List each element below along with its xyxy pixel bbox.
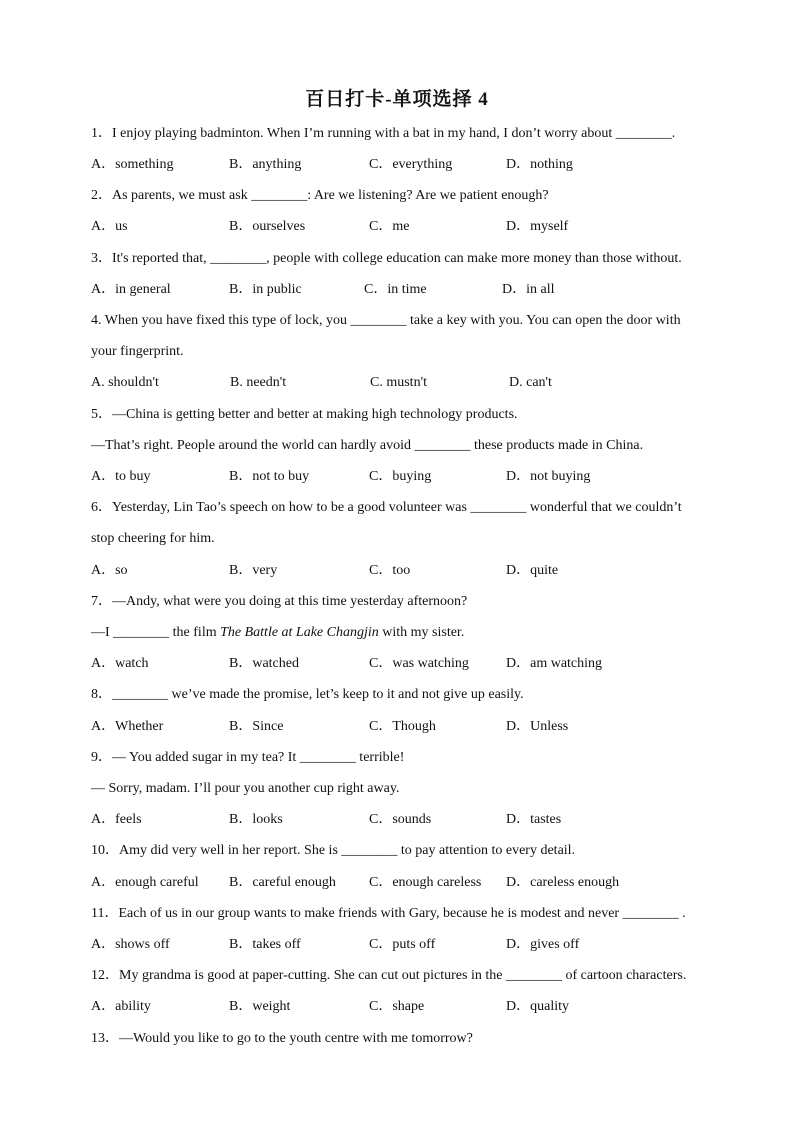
option-d: D．nothing: [506, 157, 573, 172]
option-a: A．watch: [91, 656, 149, 671]
option-c: C．buying: [369, 469, 432, 484]
option-c: C．shape: [369, 999, 425, 1014]
option-d: D．gives off: [506, 937, 580, 952]
question-6-text: 6．Yesterday, Lin Tao’s speech on how to be a good volunteer was ________ wonderful that we couldn’t: [91, 500, 682, 515]
option-a: A．Whether: [91, 719, 164, 734]
question-7-text: 7．—Andy, what were you doing at this time yesterday afternoon?: [91, 594, 468, 609]
option-b: B．very: [229, 563, 278, 578]
question-5-text: 5．—China is getting better and better at making high technology products.: [91, 407, 518, 422]
option-b: B．in public: [229, 282, 302, 297]
option-b: B. needn't: [230, 375, 287, 390]
option-d: D. can't: [509, 375, 552, 390]
page-title: 百日打卡-单项选择 4: [305, 89, 489, 110]
option-b: B．weight: [229, 999, 291, 1014]
option-c: C．me: [369, 219, 410, 234]
option-b: B．not to buy: [229, 469, 310, 484]
option-c: C．enough careless: [369, 875, 482, 890]
option-c: C．Though: [369, 719, 436, 734]
option-d: D．Unless: [506, 719, 569, 734]
question-7-post: with my sister.: [378, 625, 465, 640]
option-a: A. shouldn't: [91, 375, 159, 390]
option-a: A．enough careful: [91, 875, 199, 890]
question-4-text: 4. When you have fixed this type of lock, you ________ take a key with you. You can open the door with: [91, 313, 681, 328]
film-title: The Battle at Lake Changjin: [220, 625, 379, 640]
option-b: B．careful enough: [229, 875, 336, 890]
option-d: D．quality: [506, 999, 569, 1014]
option-d: D．in all: [502, 282, 555, 297]
question-13-text: 13．—Would you like to go to the youth centre with me tomorrow?: [91, 1031, 473, 1046]
option-d: D．not buying: [506, 469, 591, 484]
question-2-text: 2．As parents, we must ask ________: Are we listening? Are we patient enough?: [91, 188, 549, 203]
option-d: D．careless enough: [506, 875, 620, 890]
option-a: A．shows off: [91, 937, 170, 952]
question-5-text-cont: —That’s right. People around the world can hardly avoid ________ these products made in China.: [91, 438, 644, 453]
option-c: C．sounds: [369, 812, 432, 827]
question-7-pre: —I ________ the film: [91, 625, 221, 640]
option-a: A．feels: [91, 812, 142, 827]
option-b: B．looks: [229, 812, 283, 827]
option-a: A．so: [91, 563, 128, 578]
option-c: C．in time: [364, 282, 427, 297]
question-4-text-cont: your fingerprint.: [91, 344, 184, 359]
option-d: D．quite: [506, 563, 559, 578]
question-9-text: 9．— You added sugar in my tea? It ________ terrible!: [91, 750, 405, 765]
option-a: A．in general: [91, 282, 171, 297]
option-d: D．am watching: [506, 656, 603, 671]
option-d: D．myself: [506, 219, 569, 234]
option-a: A．something: [91, 157, 174, 172]
question-12-text: 12．My grandma is good at paper-cutting. She can cut out pictures in the ________ of cartoon characters.: [91, 968, 687, 983]
question-3-text: 3．It's reported that, ________, people with college education can make more money than those without.: [91, 251, 682, 266]
option-c: C．puts off: [369, 937, 436, 952]
option-c: C．was watching: [369, 656, 469, 671]
option-b: B．watched: [229, 656, 299, 671]
option-b: B．ourselves: [229, 219, 306, 234]
question-10-text: 10．Amy did very well in her report. She is ________ to pay attention to every detail.: [91, 843, 576, 858]
question-1-text: 1．I enjoy playing badminton. When I’m running with a bat in my hand, I don’t worry about ________.: [91, 126, 676, 141]
option-b: B．Since: [229, 719, 284, 734]
option-b: B．anything: [229, 157, 302, 172]
option-a: A．to buy: [91, 469, 151, 484]
question-11-text: 11．Each of us in our group wants to make friends with Gary, because he is modest and never ________ .: [91, 906, 686, 921]
option-d: D．tastes: [506, 812, 562, 827]
option-c: C. mustn't: [370, 375, 427, 390]
option-c: C．everything: [369, 157, 453, 172]
option-c: C．too: [369, 563, 411, 578]
option-b: B．takes off: [229, 937, 301, 952]
option-a: A．ability: [91, 999, 151, 1014]
question-9-text-cont: — Sorry, madam. I’ll pour you another cup right away.: [91, 781, 400, 796]
question-7-text-cont: [91, 624, 711, 642]
option-a: A．us: [91, 219, 128, 234]
question-6-text-cont: stop cheering for him.: [91, 531, 215, 546]
question-8-text: 8．________ we’ve made the promise, let’s keep to it and not give up easily.: [91, 687, 524, 702]
